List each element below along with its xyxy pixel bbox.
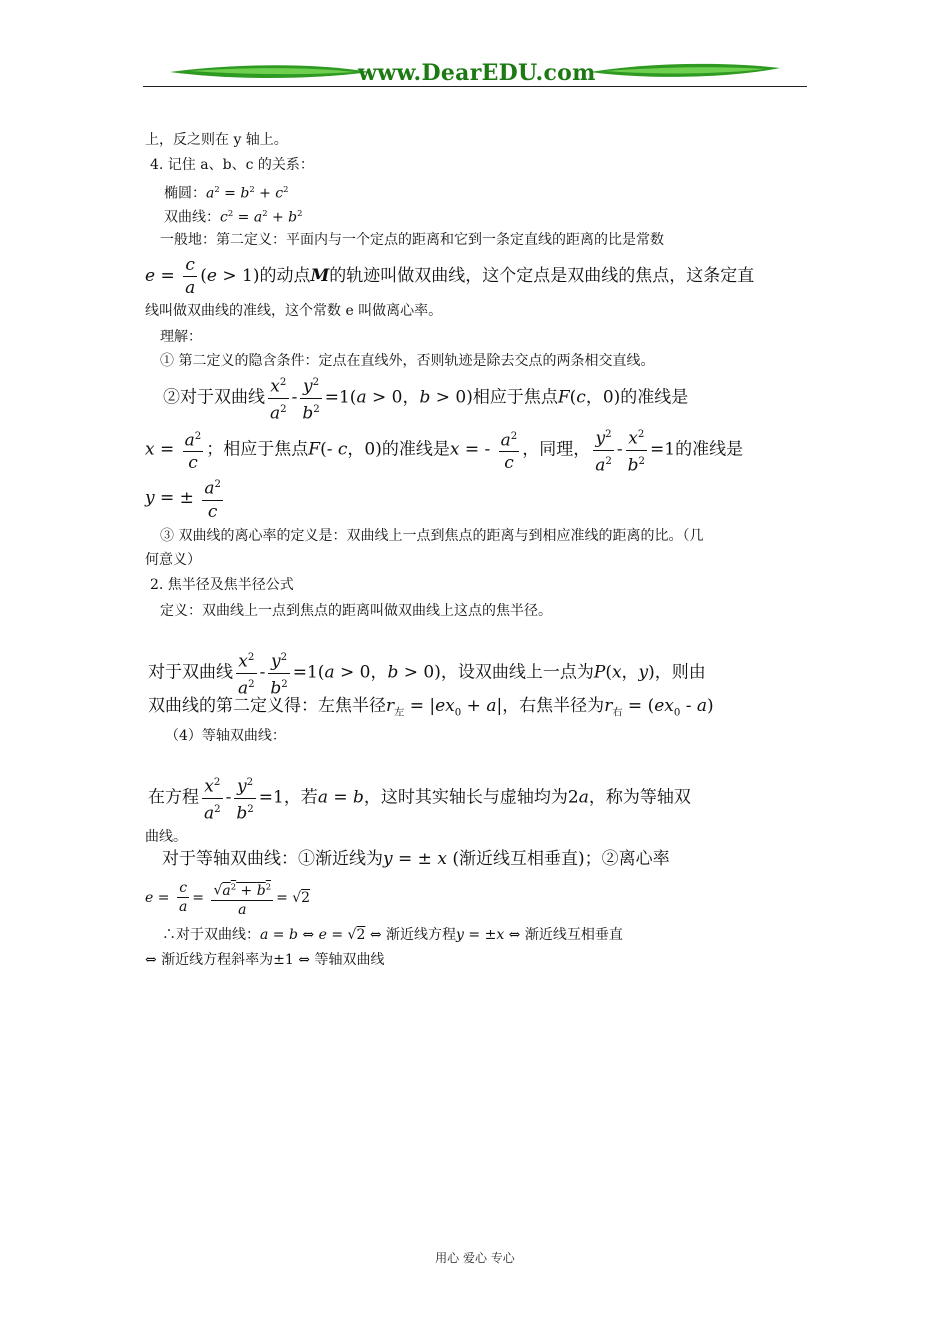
text: 等轴双曲线 (314, 952, 385, 968)
section-title: （4）等轴双曲线： (165, 728, 286, 744)
text: 的动点 (259, 266, 311, 286)
text: ②对于双曲线 (163, 387, 265, 408)
text: 渐近线方程 (386, 927, 457, 943)
equilateral-props: 对于等轴双曲线：①渐近线为y = ± x (渐近线互相垂直)；②离心率 (162, 849, 670, 869)
text: 的轨迹叫做双曲线，这个定点是双曲线的焦点，这条定直 (329, 266, 755, 286)
text-line: 曲线。 (145, 829, 187, 845)
text: ，右焦半径为 (502, 696, 605, 716)
logo-text: www.DearEDU.com (358, 60, 596, 86)
text-line: 线叫做双曲线的准线，这个常数 e 叫做离心率。 (145, 303, 443, 319)
definition-intro: 一般地：第二定义：平面内与一个定点的距离和它到一条定直线的距离的比是常数 (160, 232, 664, 248)
header-logo (170, 58, 780, 88)
text: 在方程 (148, 787, 199, 808)
text-line: ③ 双曲线的离心率的定义是：双曲线上一点到焦点的距离与到相应准线的距离的比。（几 (160, 528, 704, 544)
text: ，同理， (522, 439, 591, 460)
conclusion-line: ∴对于双曲线：a = b ⇔ e = √2 ⇔ 渐近线方程y = ±x ⇔ 渐近线互相垂直 (162, 927, 623, 943)
text: 双曲线的第二定义得：左焦半径 (148, 696, 386, 716)
text-line: 理解： (160, 329, 202, 345)
text: ，则由 (654, 662, 706, 683)
directrix-line-1: ②对于双曲线 $\frac{x^2}{a^2}$ - $\frac{y^2}{b^2}$ =1(a > 0，b > 0)相应于焦点F(c，0)的准线是 (163, 372, 688, 424)
eccentricity-formula: e = $\frac{c}{a}$ = $\frac{√a^2 + b^2}{a}$ = √2 (145, 877, 310, 919)
text: 对于等轴双曲线：①渐近线为 (162, 849, 383, 869)
text-line: ① 第二定义的隐含条件：定点在直线外，否则轨迹是除去交点的两条相交直线。 (160, 353, 655, 369)
focal-radius-line-1: 对于双曲线 $\frac{x^2}{a^2}$ - $\frac{y^2}{b^2}$ =1(a > 0，b > 0)，设双曲线上一点为P(x，y)，则由 (148, 647, 706, 699)
directrix-line-3: y = ± $\frac{a^2}{c}$ (145, 474, 226, 523)
text: ，这时其实轴长与虚轴均为 (363, 787, 568, 808)
text: 的准线是 (675, 439, 744, 460)
text: 渐近线方程斜率为±1 (161, 952, 294, 968)
text: 相应于焦点 (472, 387, 558, 408)
text: 对于双曲线 (148, 662, 233, 683)
text: ，若 (283, 787, 318, 808)
text: 的准线是 (381, 439, 450, 460)
focal-radius-line-2: 双曲线的第二定义得：左焦半径$r_左 = |ex_0 + a|$，右焦半径为$r_右 = (ex_0 - a)$ (148, 696, 714, 719)
subscript: 右 (612, 707, 623, 719)
text-line: 定义：双曲线上一点到焦点的距离叫做双曲线上这点的焦半径。 (160, 603, 552, 619)
text: ，设双曲线上一点为 (440, 662, 594, 683)
page-footer: 用心 爱心 专心 (435, 1251, 515, 1265)
text: (渐近线互相垂直)；②离心率 (452, 849, 670, 869)
text-line: 4. 记住 a、b、c 的关系： (150, 157, 314, 173)
text: ，称为等轴双 (588, 787, 691, 808)
text-line: 何意义） (145, 552, 201, 568)
ellipse-relation: 椭圆：$a^2 = b^2 + c^2$ (164, 184, 289, 202)
conclusion-line-2: ⇔ 渐近线方程斜率为±1 ⇔ 等轴双曲线 (145, 952, 385, 968)
definition-formula-line: e = $\frac{c}{a}$ (e > 1)的动点M的轨迹叫做双曲线，这个定点是双曲线的焦点，这条定直 (145, 255, 755, 298)
equilateral-line: 在方程 $\frac{x^2}{a^2}$ - $\frac{y^2}{b^2}$ =1，若a = b，这时其实轴长与虚轴均为2a，称为等轴双 (148, 772, 691, 824)
header-rule (143, 86, 807, 87)
subscript: 左 (394, 707, 405, 719)
text: 对于双曲线： (176, 927, 260, 943)
text-line: 上，反之则在 y 轴上。 (145, 132, 288, 148)
label: 椭圆： (164, 185, 206, 202)
text: 的准线是 (620, 387, 689, 408)
text: ；相应于焦点 (206, 439, 309, 460)
directrix-line-2: x = $\frac{a^2}{c}$ ；相应于焦点F(- c，0)的准线是x = - $\frac{a^2}{c}$ ，同理， $\frac{y^2}{a^2}$ - $\frac{x^2}{b^2}$ =1的准线是 (145, 424, 743, 476)
section-title: 2. 焦半径及焦半径公式 (150, 577, 294, 593)
label: 双曲线： (164, 209, 220, 226)
hyperbola-relation: 双曲线：$c^2 = a^2 + b^2$ (164, 208, 303, 226)
text: 渐近线互相垂直 (524, 927, 623, 943)
